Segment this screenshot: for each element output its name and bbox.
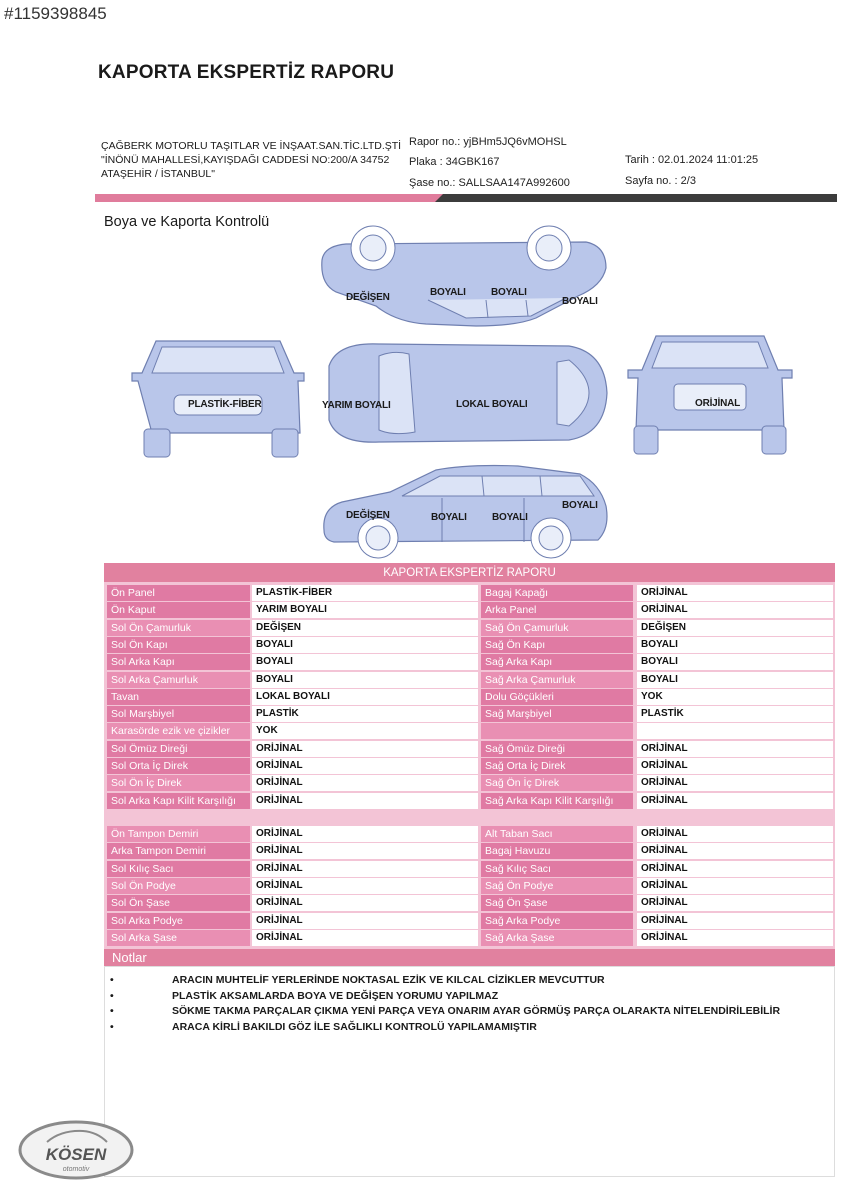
- part-label-left: Sol Ön Kapı: [107, 637, 250, 653]
- diagram-label-bottom-3: BOYALI: [492, 512, 528, 523]
- part-status-right: BOYALI: [637, 672, 833, 688]
- car-front-diagram: [126, 333, 310, 459]
- car-roof-diagram: [319, 336, 611, 450]
- diagram-label-roof-left: YARIM BOYALI: [322, 400, 391, 411]
- car-rear-diagram: [622, 330, 798, 458]
- part-status-left: DEĞİŞEN: [252, 620, 478, 636]
- part-status-left: ORİJİNAL: [252, 775, 478, 791]
- part-status-left: BOYALI: [252, 672, 478, 688]
- diagram-label-rear: ORİJİNAL: [695, 398, 741, 409]
- kosen-logo: [17, 1118, 135, 1182]
- chassis-number: Şase no.: SALLSAA147A992600: [409, 177, 570, 189]
- car-side-top-diagram: [316, 226, 611, 330]
- part-status-right: DEĞİŞEN: [637, 620, 833, 636]
- logo-name: KÖSEN: [45, 1145, 107, 1164]
- report-title: KAPORTA EKSPERTİZ RAPORU: [98, 62, 395, 83]
- part-label-left: Sol Arka Podye: [107, 913, 250, 929]
- diagram-label-top-4: BOYALI: [562, 296, 598, 307]
- part-status-right: BOYALI: [637, 637, 833, 653]
- part-status-right: ORİJİNAL: [637, 826, 833, 842]
- part-status-right: ORİJİNAL: [637, 585, 833, 601]
- part-status-right: ORİJİNAL: [637, 895, 833, 911]
- part-label-right: Sağ Ön Çamurluk: [481, 620, 633, 636]
- part-label-left: Sol Ön İç Direk: [107, 775, 250, 791]
- part-status-left: LOKAL BOYALI: [252, 689, 478, 705]
- part-label-right: Sağ Ön Şase: [481, 895, 633, 911]
- part-status-right: ORİJİNAL: [637, 741, 833, 757]
- part-label-left: Sol Orta İç Direk: [107, 758, 250, 774]
- report-number: Rapor no.: yjBHm5JQ6vMOHSL: [409, 136, 567, 148]
- part-label-right: [481, 723, 633, 739]
- part-status-left: ORİJİNAL: [252, 843, 478, 859]
- company-address-2: ATAŞEHİR / İSTANBUL": [101, 168, 215, 180]
- section-title: Boya ve Kaporta Kontrolü: [104, 214, 270, 230]
- diagram-label-top-3: BOYALI: [491, 287, 527, 298]
- header-stripe: [95, 194, 837, 202]
- diagram-label-roof-center: LOKAL BOYALI: [456, 399, 528, 410]
- part-status-left: PLASTİK-FİBER: [252, 585, 478, 601]
- part-status-right: ORİJİNAL: [637, 602, 833, 618]
- part-status-left: BOYALI: [252, 654, 478, 670]
- part-label-left: Ön Panel: [107, 585, 250, 601]
- part-label-left: Sol Marşbiyel: [107, 706, 250, 722]
- diagram-label-bottom-1: DEĞİŞEN: [346, 510, 390, 521]
- part-label-left: Sol Arka Kapı Kilit Karşılığı: [107, 793, 250, 809]
- part-status-left: ORİJİNAL: [252, 758, 478, 774]
- part-status-right: ORİJİNAL: [637, 793, 833, 809]
- part-label-right: Sağ Arka Podye: [481, 913, 633, 929]
- part-status-left: YOK: [252, 723, 478, 739]
- plate-number: Plaka : 34GBK167: [409, 156, 500, 168]
- part-label-right: Bagaj Havuzu: [481, 843, 633, 859]
- part-status-left: ORİJİNAL: [252, 913, 478, 929]
- part-label-left: Sol Ön Şase: [107, 895, 250, 911]
- part-label-left: Sol Arka Şase: [107, 930, 250, 946]
- part-label-left: Karasörde ezik ve çizikler: [107, 723, 250, 739]
- part-label-right: Alt Taban Sacı: [481, 826, 633, 842]
- company-address-1: "İNÖNÜ MAHALLESİ,KAYIŞDAĞI CADDESİ NO:200/A 34752: [101, 154, 390, 166]
- part-label-right: Sağ Arka Kapı Kilit Karşılığı: [481, 793, 633, 809]
- part-status-right: ORİJİNAL: [637, 930, 833, 946]
- diagram-label-bottom-4: BOYALI: [562, 500, 598, 511]
- part-status-right: [637, 723, 833, 739]
- part-label-left: Sol Ön Çamurluk: [107, 620, 250, 636]
- part-label-right: Sağ Arka Çamurluk: [481, 672, 633, 688]
- part-status-right: PLASTİK: [637, 706, 833, 722]
- part-status-right: BOYALI: [637, 654, 833, 670]
- notes-header: Notlar: [104, 949, 835, 966]
- company-name: ÇAĞBERK MOTORLU TAŞITLAR VE İNŞAAT.SAN.TİC.LTD.ŞTİ: [101, 140, 402, 152]
- part-label-right: Sağ Ömüz Direği: [481, 741, 633, 757]
- part-label-left: Sol Arka Çamurluk: [107, 672, 250, 688]
- part-label-right: Sağ Ön Kapı: [481, 637, 633, 653]
- part-label-right: Sağ Kılıç Sacı: [481, 861, 633, 877]
- part-label-right: Bagaj Kapağı: [481, 585, 633, 601]
- part-status-right: ORİJİNAL: [637, 775, 833, 791]
- part-label-right: Sağ Ön İç Direk: [481, 775, 633, 791]
- part-label-left: Arka Tampon Demiri: [107, 843, 250, 859]
- part-label-right: Arka Panel: [481, 602, 633, 618]
- part-status-left: ORİJİNAL: [252, 826, 478, 842]
- report-date: Tarih : 02.01.2024 11:01:25: [625, 154, 759, 166]
- part-status-left: ORİJİNAL: [252, 861, 478, 877]
- part-label-left: Tavan: [107, 689, 250, 705]
- logo-sub: otomotiv: [62, 1166, 90, 1173]
- part-label-right: Dolu Göçükleri: [481, 689, 633, 705]
- part-status-left: BOYALI: [252, 637, 478, 653]
- part-status-left: ORİJİNAL: [252, 895, 478, 911]
- part-status-right: ORİJİNAL: [637, 878, 833, 894]
- part-label-right: Sağ Marşbiyel: [481, 706, 633, 722]
- part-status-right: YOK: [637, 689, 833, 705]
- part-label-left: Sol Ön Podye: [107, 878, 250, 894]
- part-status-right: ORİJİNAL: [637, 861, 833, 877]
- part-status-left: YARIM BOYALI: [252, 602, 478, 618]
- diagram-label-top-1: DEĞİŞEN: [346, 292, 390, 303]
- diagram-label-top-2: BOYALI: [430, 287, 466, 298]
- diagram-label-front: PLASTİK-FİBER: [188, 399, 262, 410]
- table-header: KAPORTA EKSPERTİZ RAPORU: [104, 563, 835, 582]
- part-label-left: Ön Kaput: [107, 602, 250, 618]
- listing-id: #1159398845: [4, 4, 107, 23]
- part-status-left: PLASTİK: [252, 706, 478, 722]
- part-label-right: Sağ Orta İç Direk: [481, 758, 633, 774]
- diagram-label-bottom-2: BOYALI: [431, 512, 467, 523]
- part-label-left: Sol Kılıç Sacı: [107, 861, 250, 877]
- part-status-right: ORİJİNAL: [637, 758, 833, 774]
- part-status-left: ORİJİNAL: [252, 878, 478, 894]
- part-label-right: Sağ Arka Kapı: [481, 654, 633, 670]
- page-number: Sayfa no. : 2/3: [625, 175, 696, 187]
- part-status-right: ORİJİNAL: [637, 843, 833, 859]
- part-label-left: Sol Ömüz Direği: [107, 741, 250, 757]
- part-label-left: Ön Tampon Demiri: [107, 826, 250, 842]
- part-status-left: ORİJİNAL: [252, 930, 478, 946]
- part-status-left: ORİJİNAL: [252, 793, 478, 809]
- part-status-right: ORİJİNAL: [637, 913, 833, 929]
- part-label-right: Sağ Arka Şase: [481, 930, 633, 946]
- part-status-left: ORİJİNAL: [252, 741, 478, 757]
- part-label-right: Sağ Ön Podye: [481, 878, 633, 894]
- part-label-left: Sol Arka Kapı: [107, 654, 250, 670]
